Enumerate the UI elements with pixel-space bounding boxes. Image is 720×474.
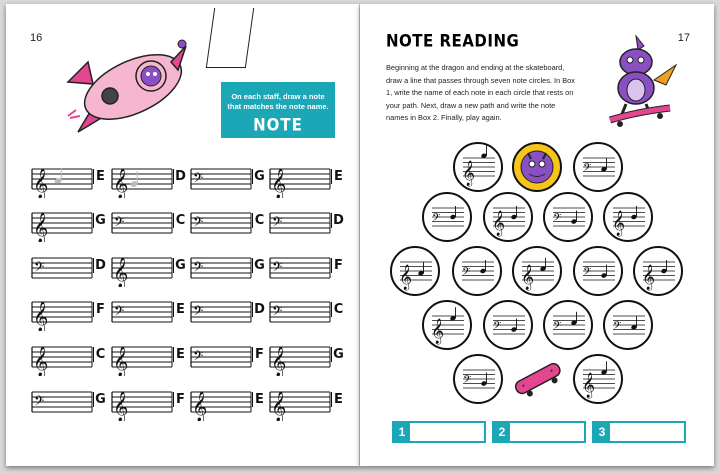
page-title: NOTE READING — [386, 31, 520, 51]
note-name-label: G — [331, 347, 345, 362]
svg-text:𝄢: 𝄢 — [34, 259, 45, 278]
staff-cell[interactable] — [189, 249, 269, 287]
svg-text:𝄢: 𝄢 — [553, 212, 562, 227]
svg-text:𝄞: 𝄞 — [33, 169, 49, 198]
instruction-box — [221, 82, 335, 156]
note-circle[interactable] — [512, 246, 562, 296]
answer-box-number: 3 — [594, 423, 610, 441]
staff-cell[interactable] — [268, 204, 348, 242]
staff-cell[interactable] — [189, 160, 269, 198]
dragon-start-icon — [512, 142, 562, 192]
note-name-label: E — [252, 392, 266, 407]
svg-text:𝄢: 𝄢 — [193, 348, 204, 367]
staff-cell[interactable] — [110, 204, 190, 242]
skateboarding-dragon-illustration — [586, 30, 686, 130]
note-circle[interactable] — [633, 246, 683, 296]
note-circle[interactable] — [543, 300, 593, 350]
svg-text:𝄞: 𝄞 — [492, 211, 506, 236]
svg-text:𝄞: 𝄞 — [113, 392, 129, 421]
note-circle[interactable] — [573, 142, 623, 192]
note-circle[interactable] — [573, 246, 623, 296]
svg-text:𝄞: 𝄞 — [399, 265, 413, 290]
note-name-label: C — [93, 347, 107, 362]
svg-text:𝄞: 𝄞 — [271, 392, 287, 421]
answer-box-number: 2 — [494, 423, 510, 441]
svg-text:𝄢: 𝄢 — [272, 214, 283, 233]
answer-box-number: 1 — [394, 423, 410, 441]
staff-cell[interactable] — [189, 293, 269, 331]
note-name-label: D — [93, 258, 107, 273]
note-circle[interactable] — [603, 192, 653, 242]
svg-text:𝄞: 𝄞 — [612, 211, 626, 236]
note-circle[interactable] — [483, 192, 533, 242]
svg-text:𝄢: 𝄢 — [463, 374, 472, 389]
svg-text:𝄢: 𝄢 — [114, 214, 125, 233]
svg-text:𝄞: 𝄞 — [521, 265, 535, 290]
page-number: 16 — [30, 32, 43, 44]
note-circle[interactable] — [453, 142, 503, 192]
paper-strip — [206, 8, 254, 68]
staff-cell[interactable] — [268, 338, 348, 376]
note-name-label: C — [173, 213, 187, 228]
note-name-label: D — [331, 213, 345, 228]
svg-text:𝄢: 𝄢 — [493, 320, 502, 335]
staff-cell[interactable] — [110, 293, 190, 331]
svg-text:𝄢: 𝄢 — [553, 320, 562, 335]
note-name-label: C — [331, 302, 345, 317]
note-name-label: G — [93, 213, 107, 228]
note-name-label: G — [252, 258, 266, 273]
note-circle[interactable] — [452, 246, 502, 296]
instruction-text: On each staff, draw a note that matches the note name. — [227, 92, 329, 111]
svg-text:𝄢: 𝄢 — [193, 170, 204, 189]
staff-cell[interactable] — [30, 383, 110, 421]
instructions-text: Beginning at the dragon and ending at the skateboard, draw a line that passes through seven note circles. In Box 1, write the name of each note in each circle that rests on your path. Next, draw a new path and write the note names in Box 2. Finally, play again. — [386, 63, 575, 122]
staff-cell[interactable] — [189, 204, 269, 242]
svg-text:𝄢: 𝄢 — [34, 393, 45, 412]
staff-cell[interactable] — [110, 383, 190, 421]
staff-cell[interactable] — [189, 383, 269, 421]
answer-box[interactable] — [392, 421, 486, 443]
svg-text:𝄞: 𝄞 — [33, 347, 49, 376]
page-number: 17 — [677, 32, 690, 44]
note-circle[interactable] — [422, 192, 472, 242]
svg-text:𝄢: 𝄢 — [583, 162, 592, 177]
svg-text:𝄞: 𝄞 — [113, 258, 129, 287]
rocket-dragon-illustration — [58, 32, 198, 142]
note-name-label: F — [331, 258, 345, 273]
svg-text:𝄢: 𝄢 — [114, 303, 125, 322]
svg-text:𝄢: 𝄢 — [193, 259, 204, 278]
staff-cell[interactable] — [110, 338, 190, 376]
note-name-label: F — [173, 392, 187, 407]
note-name-label: E — [331, 169, 345, 184]
svg-text:𝄞: 𝄞 — [271, 347, 287, 376]
answer-box[interactable] — [492, 421, 586, 443]
svg-text:𝄞: 𝄞 — [192, 392, 208, 421]
staff-cell[interactable] — [268, 160, 348, 198]
note-circle[interactable] — [422, 300, 472, 350]
note-circle[interactable] — [390, 246, 440, 296]
right-page — [360, 4, 714, 466]
svg-text:𝄢: 𝄢 — [272, 259, 283, 278]
skateboard-end-icon — [508, 354, 568, 404]
staff-cell[interactable] — [110, 160, 190, 198]
note-name-label: F — [93, 302, 107, 317]
note-name-label: E — [173, 347, 187, 362]
svg-text:𝄞: 𝄞 — [582, 373, 596, 398]
svg-text:𝄞: 𝄞 — [113, 169, 129, 198]
svg-text:𝄞: 𝄞 — [113, 347, 129, 376]
svg-text:𝄢: 𝄢 — [193, 214, 204, 233]
note-circle[interactable] — [573, 354, 623, 404]
note-name-label: D — [173, 169, 187, 184]
answer-box[interactable] — [592, 421, 686, 443]
svg-text:𝄢: 𝄢 — [613, 320, 622, 335]
left-page — [6, 4, 360, 466]
staff-cell[interactable] — [30, 160, 110, 198]
svg-text:𝄢: 𝄢 — [193, 303, 204, 322]
note-name-label: E — [93, 169, 107, 184]
svg-text:𝄢: 𝄢 — [432, 212, 441, 227]
note-name-label: G — [173, 258, 187, 273]
svg-text:𝄞: 𝄞 — [33, 302, 49, 331]
note-name-label: D — [252, 302, 266, 317]
note-name-label: E — [173, 302, 187, 317]
note-name-label: G — [93, 392, 107, 407]
staff-cell[interactable] — [189, 338, 269, 376]
staff-cell[interactable] — [110, 249, 190, 287]
staff-cell[interactable] — [268, 249, 348, 287]
staff-cell[interactable] — [30, 204, 110, 242]
note-name-label: G — [252, 169, 266, 184]
svg-text:𝄞: 𝄞 — [33, 213, 49, 242]
note-circle[interactable] — [543, 192, 593, 242]
staff-cell[interactable] — [30, 249, 110, 287]
note-name-label: E — [331, 392, 345, 407]
svg-text:𝄞: 𝄞 — [431, 319, 445, 344]
staff-cell[interactable] — [268, 383, 348, 421]
note-name-label: C — [252, 213, 266, 228]
note-circle[interactable] — [603, 300, 653, 350]
svg-text:𝄞: 𝄞 — [642, 265, 656, 290]
staff-cell[interactable] — [30, 293, 110, 331]
staff-cell[interactable] — [268, 293, 348, 331]
svg-text:𝄢: 𝄢 — [462, 266, 471, 281]
staff-cell[interactable] — [30, 338, 110, 376]
svg-text:𝄞: 𝄞 — [271, 169, 287, 198]
svg-text:𝄢: 𝄢 — [583, 266, 592, 281]
page-title: NOTE PRINTING — [233, 114, 323, 156]
note-name-label: F — [252, 347, 266, 362]
note-circle[interactable] — [453, 354, 503, 404]
svg-text:𝄞: 𝄞 — [462, 161, 476, 186]
svg-text:𝄢: 𝄢 — [272, 303, 283, 322]
note-circle[interactable] — [483, 300, 533, 350]
